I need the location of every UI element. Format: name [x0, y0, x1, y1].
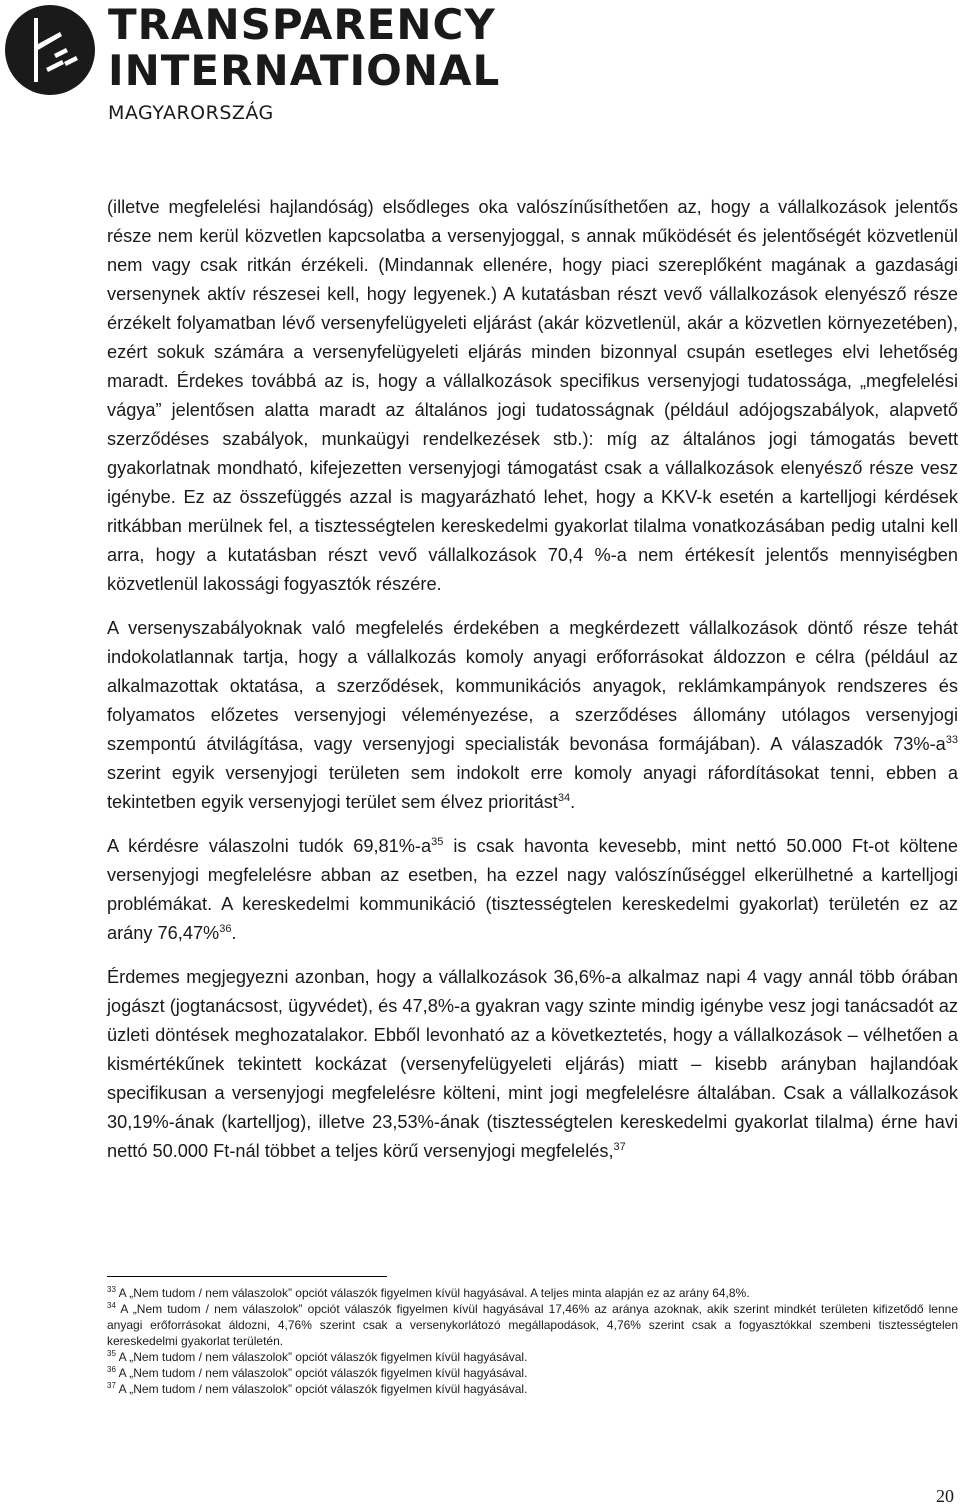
- footnote-text: A „Nem tudom / nem válaszolok” opciót válaszók figyelmen kívül hagyásával.: [115, 1366, 528, 1380]
- footnote-37: [107, 1381, 958, 1397]
- paragraph-2: [107, 614, 958, 817]
- footnote-text: A „Nem tudom / nem válaszolok” opciót válaszók figyelmen kívül hagyásával.: [115, 1382, 528, 1396]
- footnote-number: 34: [107, 1301, 116, 1310]
- footnote-35: [107, 1349, 958, 1365]
- paragraph-2-text-a: A versenyszabályoknak való megfelelés érdekében a megkérdezett vállalkozások döntő része tehát indokolatlannak tartja, hogy a vállalkozás komoly anyagi erőforrásokat áldozzon e célra (például az alkalmazottak oktatása, a szerződések, kommunikációs anyagok, reklámkampányok rendszeres és folyamatos előzetes versenyjogi véleményezése, a szerződéses állomány utólagos versenyjogi szempontú átvilágítása, vagy versenyjogi specialisták bevonása formájában). A válaszadók 73%-a: [107, 618, 958, 754]
- footnote-34: [107, 1301, 958, 1349]
- paragraph-3-text-c: .: [231, 923, 237, 943]
- org-name-line1: TRANSPARENCY: [108, 0, 496, 49]
- paragraph-3: [107, 832, 958, 948]
- paragraph-2-text-c: .: [570, 792, 576, 812]
- footnotes: [107, 1285, 958, 1397]
- body-text: [107, 193, 958, 1181]
- footnote-text: A „Nem tudom / nem válaszolok” opciót válaszók figyelmen kívül hagyásával. A teljes minta alapján ez az arány 64,8%.: [115, 1286, 750, 1300]
- paragraph-3-text-b: is csak havonta kevesebb, mint nettó 50.000 Ft-ot költene versenyjogi megfelelésre abban az esetben, ha ezzel nagy valószínűséggel elkerülhetné a kartelljogi problémákat. A kereskedelmi kommunikáció (tisztességtelen kereskedelmi gyakorlat) területén ez az arány 76,47%: [107, 836, 958, 943]
- ti-logo-icon: [4, 4, 96, 96]
- document-header: [0, 0, 501, 130]
- footnote-36: [107, 1365, 958, 1381]
- paragraph-2-text-b: szerint egyik versenyjogi területen sem indokolt erre komoly anyagi ráfordításokat tenni, ebben a tekintetben egyik versenyjogi terület sem élvez prioritást: [107, 763, 958, 812]
- footnote-ref-36[interactable]: 36: [219, 922, 232, 935]
- footnote-text: A „Nem tudom / nem válaszolok” opciót válaszók figyelmen kívül hagyásával 17,46% az aránya azoknak, akik szerint mindkét területen kifizetődő lenne anyagi erőforrásokat áldozni, 4,76% szerint csak a versenykorlátozó megállapodások, 4,76% szerint csak a fogyasztókkal szembeni tisztességtelen kereskedelmi gyakorlat területén.: [107, 1302, 958, 1348]
- footnote-ref-34[interactable]: 34: [557, 791, 571, 804]
- footnote-33: [107, 1285, 958, 1301]
- footnote-number: 35: [107, 1349, 116, 1358]
- footnote-ref-35[interactable]: 35: [431, 835, 444, 848]
- paragraph-4-text: Érdemes megjegyezni azonban, hogy a vállalkozások 36,6%-a alkalmaz napi 4 vagy annál több órában jogászt (jogtanácsost, ügyvédet), és 47,8%-a gyakran vagy szinte mindig igénybe vesz jogi tanácsadót az üzleti döntések meghozatalakor. Ebből levonható az a következtetés, hogy a vállalkozások – vélhetően a kismértékűnek tekintett kockázat (versenyfelügyeleti eljárás) miatt – kisebb arányban hajlandóak specifikusan a versenyjogi megfelelésre költeni, mint jogi megfelelésre általában. Csak a vállalkozások 30,19%-ának (kartelljog), illetve 23,53%-ának (tisztességtelen kereskedelmi gyakorlat tilalma) érne havi nettó 50.000 Ft-nál többet a teljes körű versenyjogi megfelelés,: [107, 967, 958, 1161]
- footnote-separator: [107, 1276, 387, 1277]
- footnote-number: 37: [107, 1381, 116, 1390]
- footnote-number: 36: [107, 1365, 116, 1374]
- page-number: 20: [936, 1486, 954, 1506]
- footnote-ref-33[interactable]: 33: [945, 733, 958, 746]
- paragraph-3-text-a: A kérdésre válaszolni tudók 69,81%-a: [107, 836, 432, 856]
- org-name-line2: INTERNATIONAL: [108, 46, 501, 95]
- footnote-text: A „Nem tudom / nem válaszolok” opciót válaszók figyelmen kívül hagyásával.: [115, 1350, 528, 1364]
- paragraph-4: [107, 963, 958, 1166]
- org-country: MAGYARORSZÁG: [108, 102, 274, 124]
- paragraph-1: (illetve megfelelési hajlandóság) elsődleges oka valószínűsíthetően az, hogy a vállalkozások jelentős része nem kerül közvetlen kapcsolatba a versenyjoggal, s annak működését és jelentőségét közvetlenül nem vagy csak ritkán érzékeli. (Mindannak ellenére, hogy piaci szereplőként magának a gazdasági versenynek aktív részesei kell, hogy legyenek.) A kutatásban részt vevő vállalkozások elenyésző része érzékelt folyamatban lévő versenyfelügyeleti eljárást (akár közvetlenül, akár a közvetlen környezetében), ezért sokuk számára a versenyfelügyeleti eljárás minden bizonnyal csupán esetleges elvi lehetőség maradt. Érdekes továbbá az is, hogy a vállalkozások specifikus versenyjogi tudatossága, „megfelelési vágya” jelentősen alatta maradt az általános jogi tudatosságnak (például adójogszabályok, alapvető szerződéses szabályok, munkaügyi rendelkezések stb.): míg az általános jogi támogatás bevett gyakorlatnak mondható, kifejezetten versenyjogi támogatást csak a vállalkozások elenyésző része vesz igénybe. Ez az összefüggés azzal is magyarázható lehet, hogy a KKV-k esetén a kartelljogi kérdések ritkábban merülnek fel, a tisztességtelen kereskedelmi gyakorlat tilalma vonatkozásában pedig utalni kell arra, hogy a kutatásban részt vevő vállalkozások 70,4 %-a nem értékesít jelentős mennyiségben közvetlenül lakossági fogyasztók részére.: [107, 197, 958, 594]
- footnote-number: 33: [107, 1285, 116, 1294]
- footnote-ref-37[interactable]: 37: [613, 1140, 626, 1153]
